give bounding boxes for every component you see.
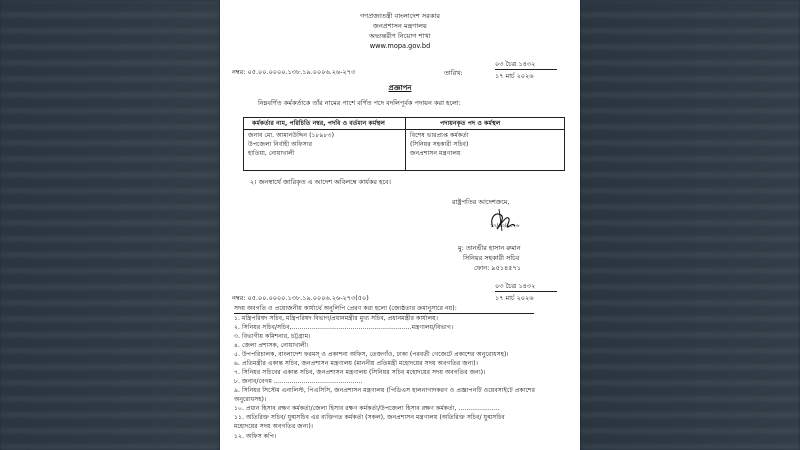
header-government: গণপ্রজাতন্ত্রী বাংলাদেশ সরকার: [359, 12, 441, 20]
list-item: ১২. অফিস কপি।: [234, 433, 277, 440]
copy-reference-number: নম্বর: ০৫.০০.০০০০.১৩৮.১৯.০০০৬.২৬-২৭৩(৫০): [232, 294, 369, 302]
list-item: ৭. সিনিয়র সচিবের একান্ত সচিব, জনপ্রশাসন মন্ত্রণালয় (সিনিয়র সচিব মহোদয়ের সদয় অবগতির জন্য)।: [234, 369, 486, 376]
signature-image: [475, 205, 535, 235]
copy-date-bangla: ০৩ চৈত্র ১৪৩২: [495, 282, 536, 290]
header-section: অভ্যন্তরীণ নিয়োগ শাখা: [369, 32, 431, 40]
header-ministry: জনপ্রশাসন মন্ত্রণালয়: [373, 22, 427, 30]
table-cell-officer-name: জনাব মো. আমানউদ্দিন (১৮৯৮৩): [248, 132, 334, 139]
copy-date: [495, 282, 565, 302]
list-item: ২. সিনিয়র সচিব/সচিব,.............................................................মন্ত্রণালয়/বিভাগ।: [234, 324, 454, 331]
signatory-phone: ফোন: ৯৫১৪৫৭১: [474, 264, 521, 272]
list-item: মহোদয়ের সদয় অবগতির জন্য)।: [234, 423, 313, 430]
memo-date-bangla: ০৩ চৈত্র ১৪৩২: [495, 60, 536, 68]
list-item: ১. মন্ত্রিপরিষদ সচিব, মন্ত্রিপরিষদ বিভাগ/প্রধানমন্ত্রীর মুখ্য সচিব, প্রধানমন্ত্রীর কার্যালয়।: [234, 315, 438, 322]
table-cell-officer-station: হাতিয়া, নোয়াখালী: [248, 150, 295, 157]
list-item: ১১. অতিরিক্ত সচিব/ যুগ্মসচিব এর ব্যক্তিগত কর্মকর্তা (সকল), জনপ্রশাসন মন্ত্রণালয় (অতিরিক্ত সচিব/ যুগ্মসচিব: [234, 414, 505, 421]
list-item: ৯. সিনিয়র সিস্টেম এনালিস্ট, পিএসিসি, জনপ্রশাসন মন্ত্রণালয় (পিডিএস হালনাগাদকরণ ও প্রজ্ঞাপনটি ওয়েবসাইটে প্রকাশের: [234, 387, 535, 394]
list-item: ৩. বিভাগীয় কমিশনার, চট্টগ্রাম।: [234, 333, 311, 340]
list-item: ১০. প্রধান হিসাব রক্ষণ কর্মকর্তা/জেলা হিসাব রক্ষণ কর্মকর্তা/উপজেলা হিসাব রক্ষণ কর্মকর্তা, .....................: [234, 405, 500, 412]
list-item: ৮. জনাব/বেগম .............................................: [234, 378, 363, 385]
date-divider: [495, 69, 557, 70]
table-cell-new-post: বিশেষ ভারপ্রাপ্ত কর্মকর্তা: [410, 132, 469, 139]
memo-date-english: ১৭ মার্চ ২০২৬: [495, 72, 534, 80]
paragraph-2: ২। জনস্বার্থে জারিকৃত এ আদেশ অবিলম্বে কার্যকর হবে।: [250, 178, 391, 186]
memo-date: [495, 60, 565, 80]
table-header-divider: [244, 129, 564, 130]
handwritten-signature-icon: [475, 205, 535, 235]
memo-reference-number: নম্বর: ০৫.০০.০০০০.১৩৮.১৯.০০০৬.২৬-২৭৩: [232, 68, 356, 76]
memo-title: প্রজ্ঞাপন: [388, 84, 412, 92]
table-header-officer: কর্মকর্তার নাম, পরিচিতি নম্বর, পদবি ও বর্তমান কর্মস্থল: [252, 120, 385, 127]
memo-intro: নিম্নবর্ণিত কর্মকর্তাকে তাঁর নামের পাশে বর্ণিত পদে বদলিপূর্বক পদায়ন করা হলো:: [258, 99, 461, 107]
copy-date-english: ১৭ মার্চ ২০২৬: [495, 294, 534, 302]
copy-intro-underline: [234, 313, 534, 314]
table-column-divider: [405, 118, 406, 170]
list-item: ৫. উপপরিচালক, বাংলাদেশ ফরমস্ ও প্রকাশনা অফিস, তেজগাঁও, ঢাকা (পরবর্তী গেজেটে প্রকাশের অনুরোধসহ)।: [234, 351, 509, 358]
table-header-posting: পদায়নকৃত পদ ও কর্মস্থল: [440, 120, 501, 127]
signatory-name: মু: তানভীর হাসান রুমান: [458, 244, 521, 252]
copy-intro: সদয় অবগতি ও প্রয়োজনীয় কার্যার্থে অনুলিপি প্রেরণ করা হলো (জ্যেষ্ঠতার ক্রমানুসারে নয়):: [234, 305, 457, 312]
signature-order-of: রাষ্ট্রপতির আদেশক্রমে,: [452, 198, 510, 206]
signature-date: ১৭/০৩/২০২৬: [490, 223, 520, 229]
table-cell-officer-designation: উপজেলা নির্বাহী অফিসার: [248, 141, 313, 148]
background-blur-left: [0, 0, 220, 450]
table-cell-new-station: জনপ্রশাসন মন্ত্রণালয়: [410, 150, 461, 157]
list-item: ৪. জেলা প্রশাসক, নোয়াখালী।: [234, 342, 309, 349]
table-cell-new-grade: (সিনিয়র সহকারী সচিব): [410, 141, 469, 148]
posting-table: [243, 117, 565, 171]
header-website[interactable]: www.mopa.gov.bd: [369, 42, 431, 50]
list-item: ৬. প্রতিমন্ত্রীর একান্ত সচিব, জনপ্রশাসন মন্ত্রণালয় (মাননীয় প্রতিমন্ত্রী মহোদয়ের সদয় অবগতির জন্য)।: [234, 360, 478, 367]
date-label: তারিখ:: [444, 69, 463, 77]
copy-date-divider: [495, 291, 557, 292]
background-blur-right: [580, 0, 800, 450]
signatory-designation: সিনিয়র সহকারী সচিব: [463, 254, 520, 262]
list-item: অনুরোধসহ)।: [234, 396, 267, 403]
document-page: [220, 0, 580, 450]
